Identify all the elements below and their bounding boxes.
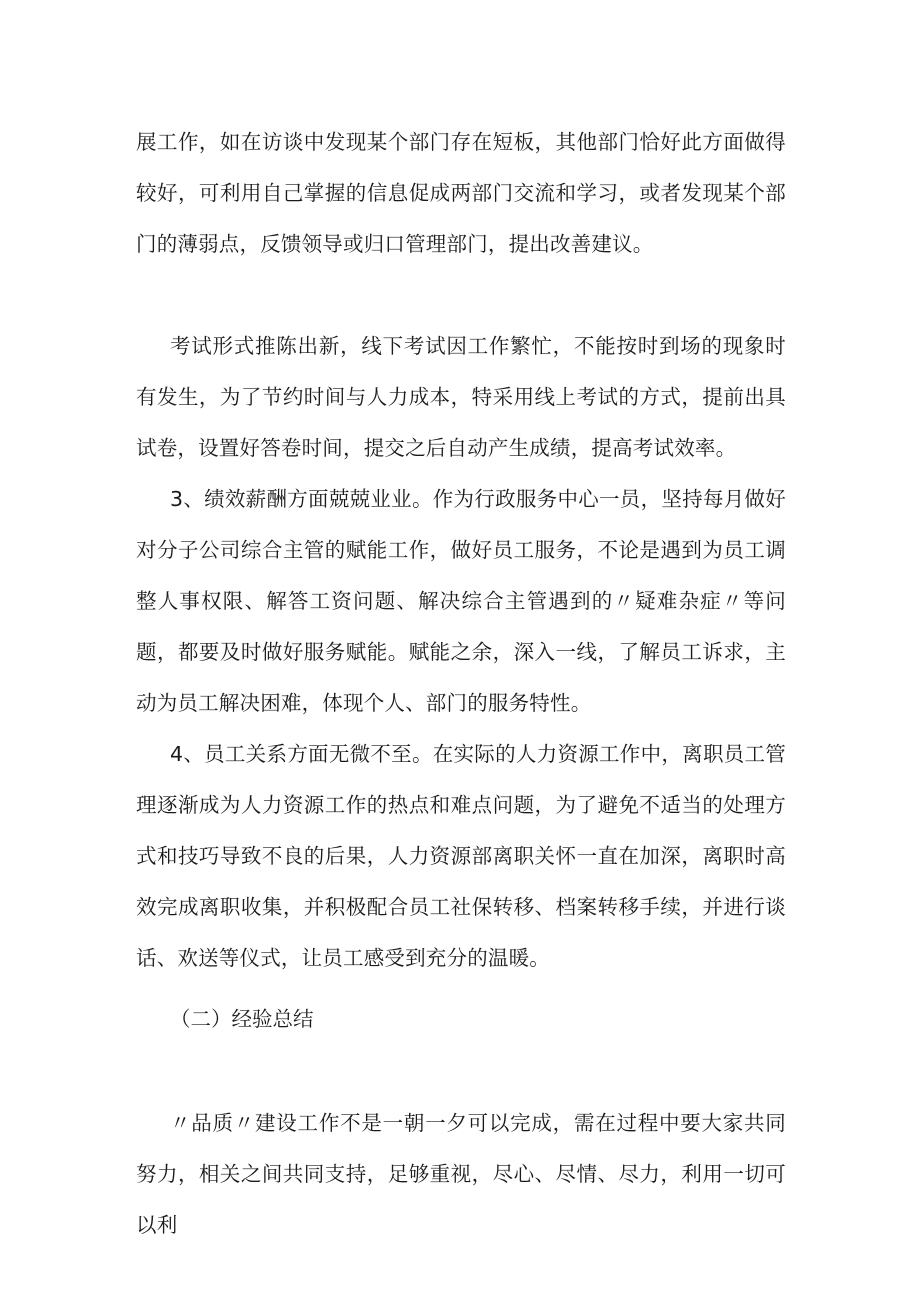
paragraph-continuation: 展工作，如在访谈中发现某个部门存在短板，其他部门恰好此方面做得较好，可利用自己掌握的信息促成两部门交流和学习，或者发现某个部门的薄弱点，反馈领导或归口管理部门，提出改善建议。 xyxy=(136,130,786,256)
section-heading: （二）经验总结 xyxy=(170,1007,314,1031)
paragraph-employee-relations: 4、员工关系方面无微不至。在实际的人力资源工作中，离职员工管理逐渐成为人力资源工作的热点和难点问题，为了避免不适当的处理方式和技巧导致不良的后果，人力资源部离职关怀一直在加深，离职时高效完成离职收集，并积极配合员工社保转移、档案转移手续，并进行谈话、欢送等仪式，让员工感受到充分的温暖。 xyxy=(136,742,786,970)
paragraph-performance-pay: 3、绩效薪酬方面兢兢业业。作为行政服务中心一员，坚持每月做好对分子公司综合主管的赋能工作，做好员工服务，不论是遇到为员工调整人事权限、解答工资问题、解决综合主管遇到的〃疑难杂症〃等问题，都要及时做好服务赋能。赋能之余，深入一线，了解员工诉求，主动为员工解决困难，体现个人、部门的服务特性。 xyxy=(136,487,786,715)
paragraph-exam-format: 考试形式推陈出新，线下考试因工作繁忙，不能按时到场的现象时有发生，为了节约时间与人力成本，特采用线上考试的方式，提前出具试卷，设置好答卷时间，提交之后自动产生成绩，提高考试效率。 xyxy=(136,334,786,460)
paragraph-quality-summary: 〃品质〃建设工作不是一朝一夕可以完成，需在过程中要大家共同努力，相关之间共同支持，足够重视，尽心、尽情、尽力，利用一切可以利 xyxy=(136,1111,786,1237)
